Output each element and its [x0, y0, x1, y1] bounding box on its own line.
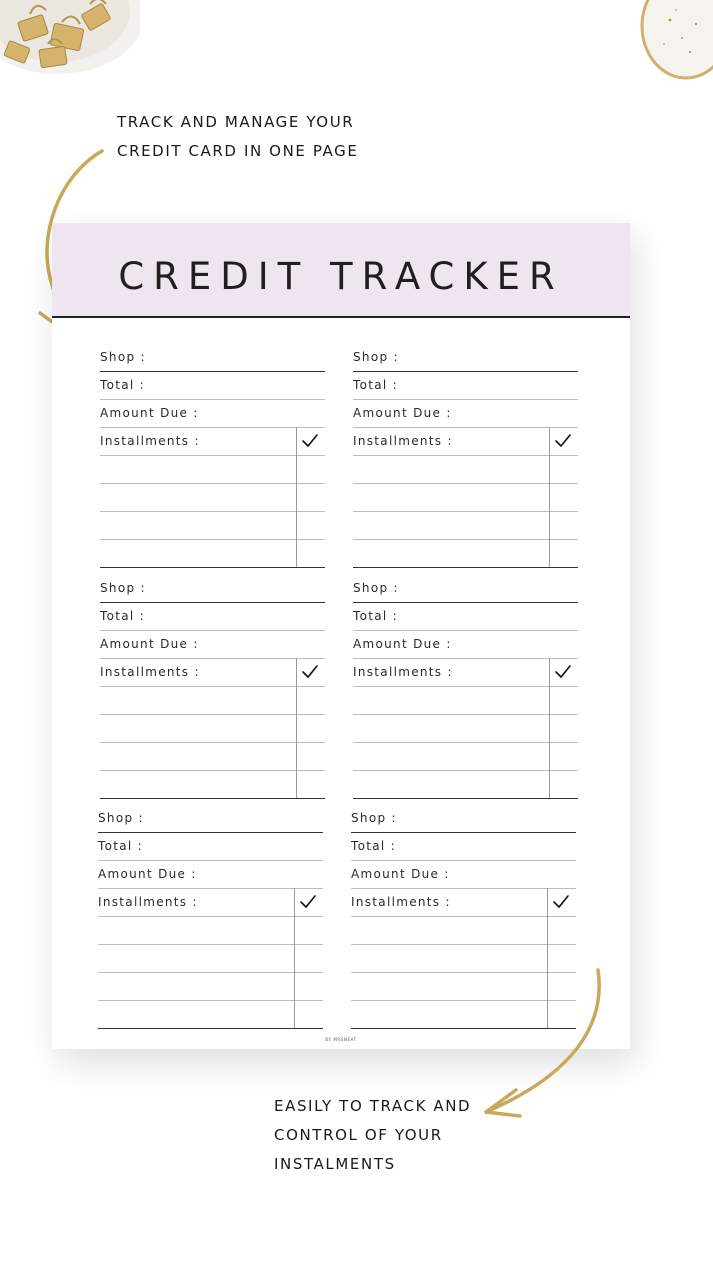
- installment-row-line: [353, 483, 578, 484]
- total-label: Total :: [351, 839, 396, 853]
- credit-card-block: [98, 804, 323, 1034]
- installment-row-line: [100, 742, 325, 743]
- installments-label: Installments :: [98, 895, 198, 909]
- shop-label: Shop :: [100, 581, 146, 595]
- total-row: [100, 371, 325, 399]
- amount-due-label: Amount Due :: [353, 637, 452, 651]
- installments-row: [100, 658, 325, 686]
- shop-row: [353, 343, 578, 371]
- callout-bottom-line-2: CONTROL OF YOUR: [274, 1126, 443, 1144]
- callout-bottom: [274, 1092, 471, 1179]
- callout-top-line-1: TRACK AND MANAGE YOUR: [117, 113, 355, 131]
- installment-row-line: [100, 798, 325, 799]
- installment-row-line: [353, 798, 578, 799]
- shop-label: Shop :: [353, 350, 399, 364]
- write-line: [353, 455, 578, 456]
- total-row: [351, 832, 576, 860]
- write-line: [100, 686, 325, 687]
- amount-due-label: Amount Due :: [100, 406, 199, 420]
- callout-bottom-line-3: INSTALMENTS: [274, 1155, 396, 1173]
- installment-row-line: [353, 511, 578, 512]
- installments-label: Installments :: [351, 895, 451, 909]
- gold-dish-icon: [640, 0, 713, 82]
- check-icon: [300, 662, 320, 682]
- shop-row: [351, 804, 576, 832]
- installment-row-line: [353, 567, 578, 568]
- check-icon: [553, 431, 573, 451]
- write-line: [353, 686, 578, 687]
- installments-label: Installments :: [353, 434, 453, 448]
- amount-due-label: Amount Due :: [351, 867, 450, 881]
- shop-row: [100, 574, 325, 602]
- callout-top-line-2: CREDIT CARD IN ONE PAGE: [117, 142, 359, 160]
- installment-row-line: [353, 539, 578, 540]
- total-row: [98, 832, 323, 860]
- amount-due-row: [98, 860, 323, 888]
- installments-row: [98, 888, 323, 916]
- total-label: Total :: [353, 378, 398, 392]
- check-icon: [553, 662, 573, 682]
- installment-row-line: [98, 972, 323, 973]
- brand-footer: BY MRSNEAT: [325, 1037, 357, 1042]
- total-row: [353, 371, 578, 399]
- callout-top: [117, 108, 358, 166]
- write-line: [351, 916, 576, 917]
- check-column-divider: [296, 658, 297, 798]
- installment-row-line: [100, 770, 325, 771]
- installments-row: [351, 888, 576, 916]
- credit-card-block: [353, 574, 578, 804]
- installment-row-line: [98, 1000, 323, 1001]
- credit-card-block: [100, 343, 325, 573]
- installment-row-line: [100, 511, 325, 512]
- credit-card-block: [100, 574, 325, 804]
- page-title: CREDIT TRACKER: [118, 255, 564, 298]
- binder-clips-icon: [0, 0, 140, 78]
- shop-label: Shop :: [98, 811, 144, 825]
- installment-row-line: [351, 944, 576, 945]
- check-column-divider: [549, 427, 550, 567]
- gold-arrow-icon: [474, 964, 610, 1124]
- installments-row: [100, 427, 325, 455]
- write-line: [98, 916, 323, 917]
- installments-row: [353, 427, 578, 455]
- shop-label: Shop :: [351, 811, 397, 825]
- shop-label: Shop :: [353, 581, 399, 595]
- amount-due-row: [353, 630, 578, 658]
- check-column-divider: [296, 427, 297, 567]
- callout-bottom-line-1: EASILY TO TRACK AND: [274, 1097, 472, 1115]
- installment-row-line: [98, 944, 323, 945]
- write-line: [100, 455, 325, 456]
- amount-due-row: [100, 399, 325, 427]
- installments-row: [353, 658, 578, 686]
- total-row: [100, 602, 325, 630]
- total-label: Total :: [353, 609, 398, 623]
- installment-row-line: [98, 1028, 323, 1029]
- total-row: [353, 602, 578, 630]
- total-label: Total :: [100, 609, 145, 623]
- credit-card-block: [353, 343, 578, 573]
- installment-row-line: [353, 770, 578, 771]
- installment-row-line: [100, 539, 325, 540]
- installment-row-line: [353, 742, 578, 743]
- shop-label: Shop :: [100, 350, 146, 364]
- check-column-divider: [549, 658, 550, 798]
- shop-row: [98, 804, 323, 832]
- installment-row-line: [353, 714, 578, 715]
- check-icon: [551, 892, 571, 912]
- total-label: Total :: [100, 378, 145, 392]
- installment-row-line: [100, 483, 325, 484]
- amount-due-row: [351, 860, 576, 888]
- installments-label: Installments :: [353, 665, 453, 679]
- installments-label: Installments :: [100, 665, 200, 679]
- installment-row-line: [100, 714, 325, 715]
- shop-row: [353, 574, 578, 602]
- total-label: Total :: [98, 839, 143, 853]
- amount-due-row: [353, 399, 578, 427]
- check-column-divider: [294, 888, 295, 1028]
- amount-due-label: Amount Due :: [100, 637, 199, 651]
- check-icon: [298, 892, 318, 912]
- installments-label: Installments :: [100, 434, 200, 448]
- credit-tracker-sheet: [52, 223, 630, 1049]
- amount-due-label: Amount Due :: [98, 867, 197, 881]
- check-icon: [300, 431, 320, 451]
- sheet-header: [52, 223, 630, 318]
- amount-due-row: [100, 630, 325, 658]
- shop-row: [100, 343, 325, 371]
- amount-due-label: Amount Due :: [353, 406, 452, 420]
- installment-row-line: [100, 567, 325, 568]
